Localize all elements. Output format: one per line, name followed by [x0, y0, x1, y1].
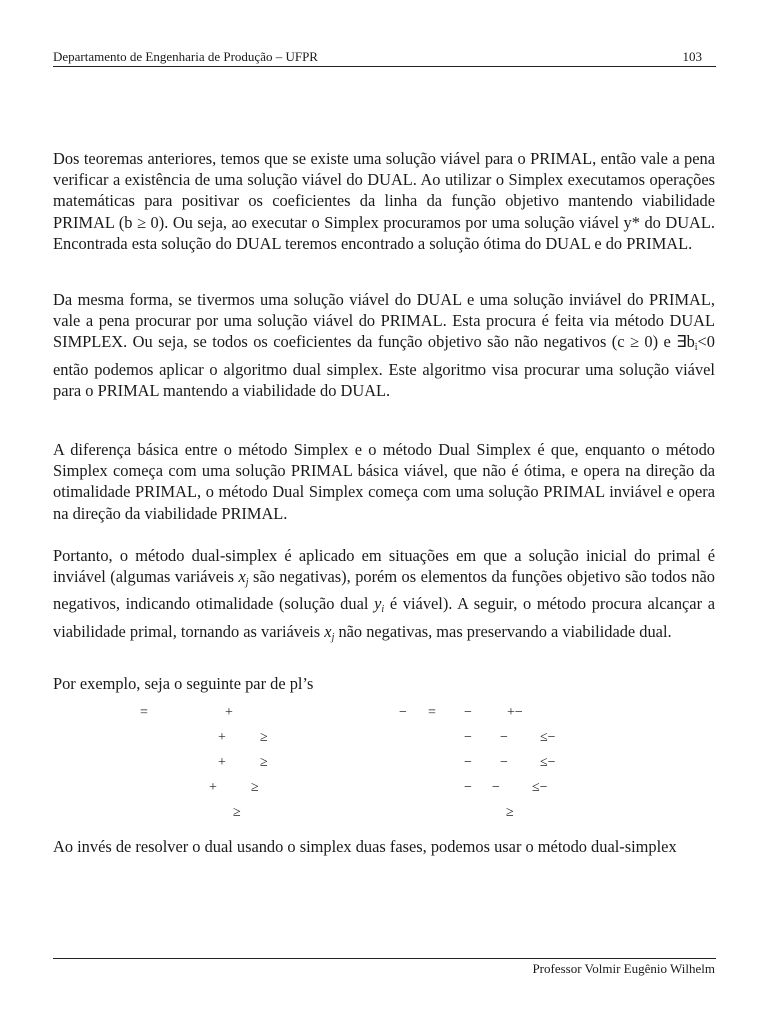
- variable-x: x: [238, 567, 246, 587]
- paragraph-6: Ao invés de resolver o dual usando o simplex duas fases, podemos usar o método dual-simplex: [53, 837, 677, 856]
- paragraph-2-subscript: i: [694, 342, 698, 354]
- paragraph-2-text-a: Da mesma forma, se tivermos uma solução viável do DUAL e uma solução inviável do PRIMAL, vale a pena procurar por uma solução viável do PRIMAL. Esta procura é feita via método DUAL SIMPLEX. Ou seja, se todos os coeficientes da função objetivo são não negativos (c ≥ 0) e ∃b: [53, 290, 715, 352]
- formula-symbol: ≥: [251, 780, 259, 795]
- paragraph-4-text-b: são negativas), porém os elementos da funções objetivo são todos não negativos, indicando otimalidade (solução dual: [53, 567, 715, 614]
- formula-symbol: +: [209, 780, 217, 795]
- variable-y-subscript: i: [381, 604, 385, 616]
- formula-symbol: ≤−: [540, 730, 556, 745]
- paragraph-4: [53, 545, 715, 648]
- formula-symbol: ≤−: [540, 755, 556, 770]
- formula-symbol: −: [500, 755, 508, 770]
- variable-x-subscript: j: [245, 577, 249, 589]
- variable-x-2: x: [324, 621, 332, 641]
- formula-symbol: −: [399, 705, 407, 720]
- formula-symbol: ≥: [260, 730, 268, 745]
- formula-symbol: ≥: [260, 755, 268, 770]
- page-header: [53, 47, 716, 67]
- formula-symbol: =: [428, 705, 436, 720]
- paragraph-3: A diferença básica entre o método Simplex e o método Dual Simplex é que, enquanto o método Simplex começa com uma solução PRIMAL básica viável, que não é ótima, e opera na direção da otimalidade PRIMAL, o método Dual Simplex começa com uma solução PRIMAL inviável e opera na direção da viabilidade PRIMAL.: [53, 440, 715, 523]
- variable-x-2-subscript: j: [331, 631, 335, 643]
- footer-rule: [53, 958, 716, 959]
- formula-symbol: −: [464, 780, 472, 795]
- paragraph-1: Dos teoremas anteriores, temos que se existe uma solução viável para o PRIMAL, então vale a pena verificar a existência de uma solução viável do DUAL. Ao utilizar o Simplex executamos operações matemáticas para positivar os coeficientes da linha da função objetivo mantendo viabilidade PRIMAL (b ≥ 0). Ou seja, ao executar o Simplex procuramos por uma solução viável y* do DUAL. Encontrada esta solução do DUAL teremos encontrado a solução ótima do DUAL e do PRIMAL.: [53, 149, 715, 253]
- formula-symbol: =: [140, 705, 148, 720]
- header-title: Departamento de Engenharia de Produção – UFPR: [53, 49, 318, 64]
- paragraph-5: Por exemplo, seja o seguinte par de pl’s: [53, 674, 314, 693]
- formula-symbol: −: [464, 705, 472, 720]
- formula-symbol: ≤−: [532, 780, 548, 795]
- formula-symbol: +: [225, 705, 233, 720]
- paragraph-2-text-b: <0 então podemos aplicar o algoritmo dual simplex. Este algoritmo visa procurar uma solução viável para o PRIMAL mantendo a viabilidade do DUAL.: [53, 332, 715, 400]
- header-rule: [53, 66, 716, 67]
- paragraph-4-text-c: é viável). A seguir, o método procura alcançar a viabilidade primal, tornando as variáveis: [53, 594, 715, 641]
- paragraph-2: [53, 289, 715, 401]
- formula-symbol: +: [218, 730, 226, 745]
- formula-symbol: ≥: [506, 805, 514, 820]
- formula-symbol: ≥: [233, 805, 241, 820]
- formula-symbol: −: [500, 730, 508, 745]
- page-number: 103: [682, 49, 702, 64]
- formula-symbol: +−: [507, 705, 523, 720]
- paragraph-4-text-a: Portanto, o método dual-simplex é aplicado em situações em que a solução inicial do primal é inviável (algumas variáveis: [53, 546, 715, 587]
- variable-y: y: [374, 594, 382, 614]
- formula-symbol: −: [464, 730, 472, 745]
- formula-symbol: +: [218, 755, 226, 770]
- formula-symbol: −: [464, 755, 472, 770]
- paragraph-4-text-d: não negativas, mas preservando a viabilidade dual.: [334, 621, 672, 641]
- footer-author: Professor Volmir Eugênio Wilhelm: [532, 961, 715, 976]
- formula-symbol: −: [492, 780, 500, 795]
